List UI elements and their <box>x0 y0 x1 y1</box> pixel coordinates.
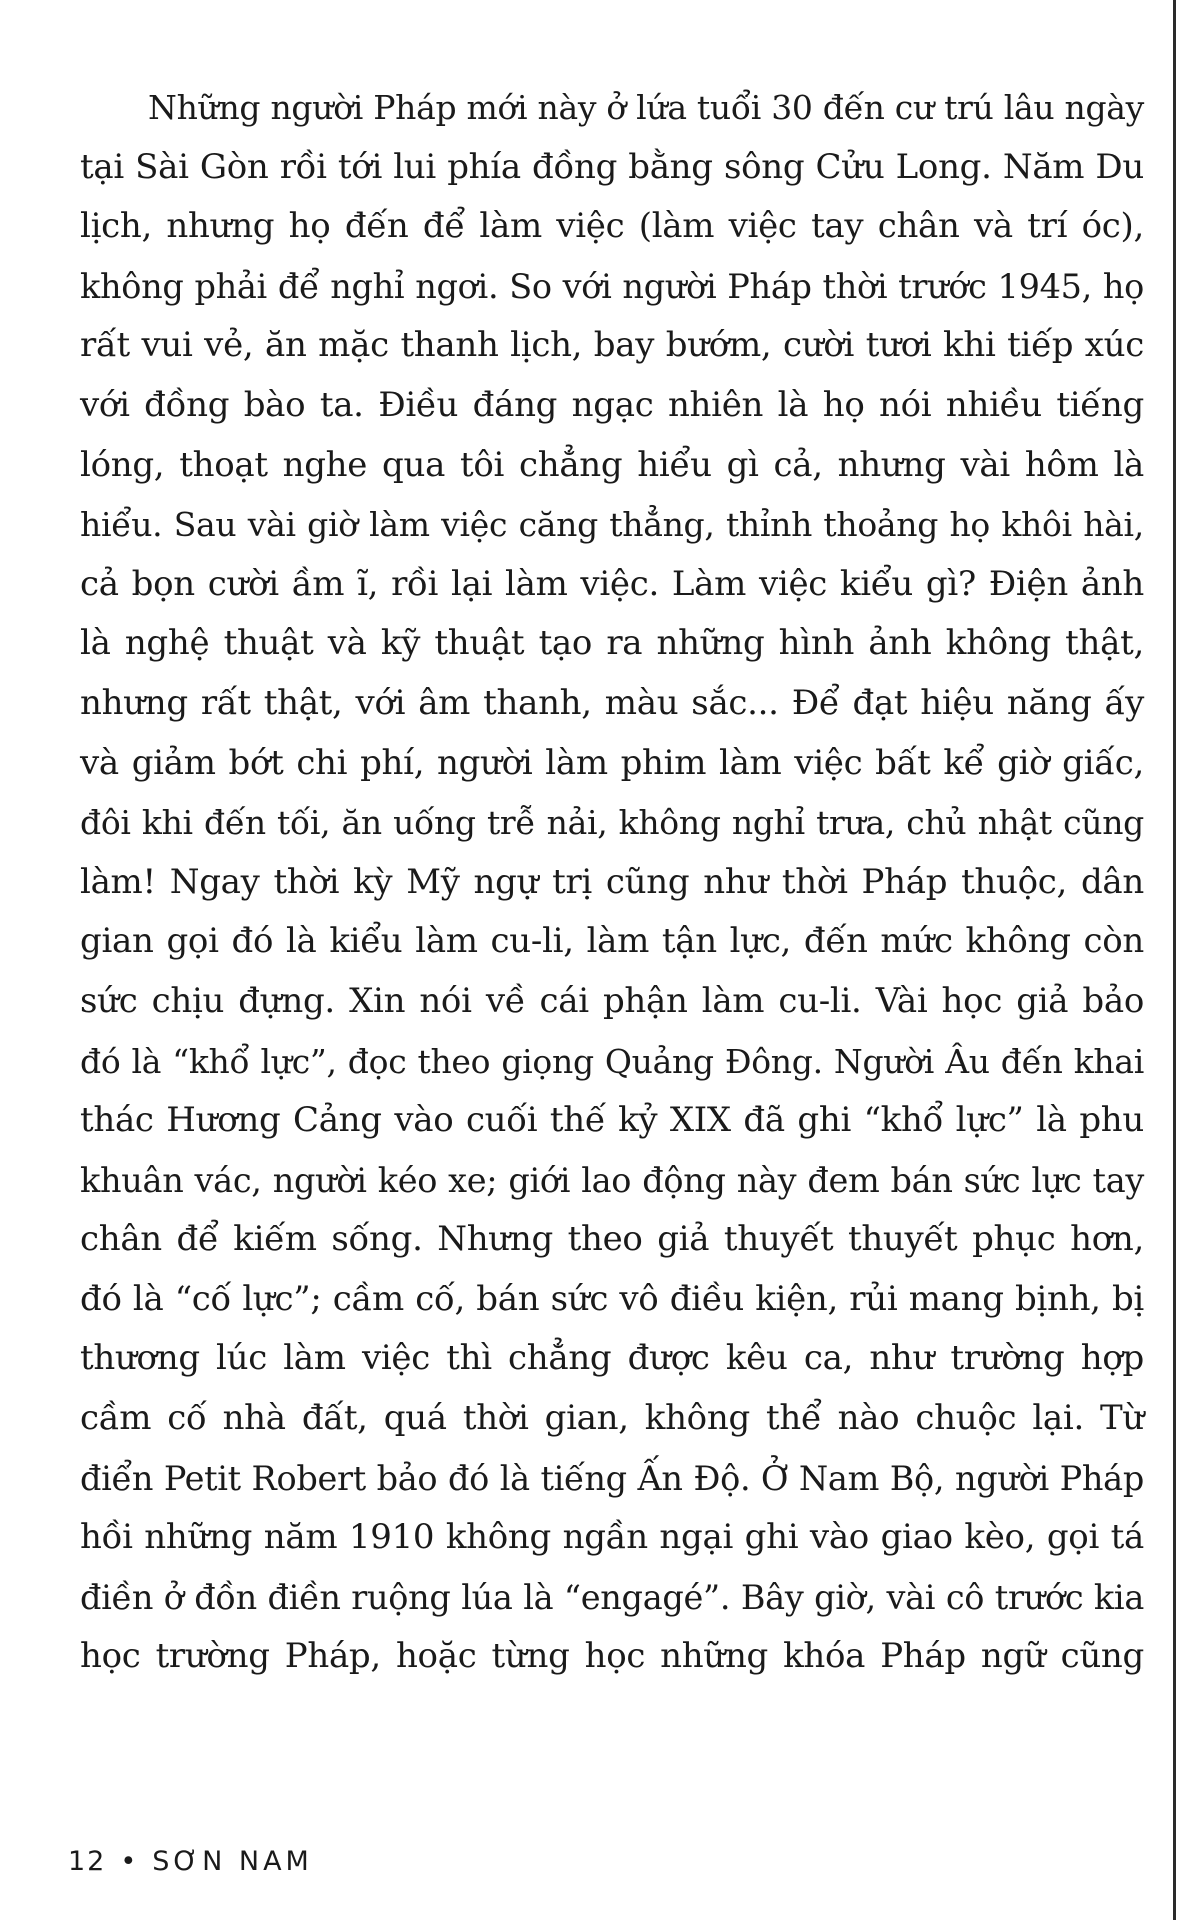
page-edge-divider <box>1173 0 1176 1920</box>
text-line: lóng, thoạt nghe qua tôi chẳng hiểu gì cả, nhưng vài hôm là <box>80 444 1144 485</box>
text-line: làm! Ngay thời kỳ Mỹ ngự trị cũng như thời Pháp thuộc, dân <box>80 861 1144 902</box>
text-line: hồi những năm 1910 không ngần ngại ghi vào giao kèo, gọi tá <box>80 1517 1144 1558</box>
author-name: SƠN NAM <box>152 1846 313 1877</box>
text-line: gian gọi đó là kiểu làm cu-li, làm tận lực, đến mức không còn <box>80 921 1144 962</box>
text-line: rất vui vẻ, ăn mặc thanh lịch, bay bướm, cười tươi khi tiếp xúc <box>80 325 1144 366</box>
text-line: đôi khi đến tối, ăn uống trễ nải, không nghỉ trưa, chủ nhật cũng <box>80 803 1144 843</box>
text-line: sức chịu đựng. Xin nói về cái phận làm cu-li. Vài học giả bảo <box>80 980 1144 1021</box>
page-footer <box>68 1846 313 1877</box>
body-paragraph <box>80 78 1144 1687</box>
text-line: học trường Pháp, hoặc từng học những khóa Pháp ngữ cũng <box>80 1636 1144 1677</box>
text-line: khuân vác, người kéo xe; giới lao động này đem bán sức lực tay <box>80 1160 1144 1200</box>
text-line: lịch, nhưng họ đến để làm việc (làm việc tay chân và trí óc), <box>80 206 1144 247</box>
text-line: thương lúc làm việc thì chẳng được kêu ca, như trường hợp <box>80 1338 1144 1379</box>
page-number: 12 <box>68 1846 107 1877</box>
text-line: hiểu. Sau vài giờ làm việc căng thẳng, thỉnh thoảng họ khôi hài, <box>80 505 1144 545</box>
text-line: là nghệ thuật và kỹ thuật tạo ra những hình ảnh không thật, <box>80 623 1144 664</box>
text-line: cầm cố nhà đất, quá thời gian, không thể nào chuộc lại. Từ <box>80 1398 1144 1439</box>
text-line: Những người Pháp mới này ở lứa tuổi 30 đến cư trú lâu ngày <box>148 88 1144 127</box>
text-line: cả bọn cười ầm ĩ, rồi lại làm việc. Làm việc kiểu gì? Điện ảnh <box>80 563 1144 604</box>
footer-separator: • <box>120 1846 139 1877</box>
text-line: tại Sài Gòn rồi tới lui phía đồng bằng sông Cửu Long. Năm Du <box>80 146 1144 187</box>
text-line: điển Petit Robert bảo đó là tiếng Ấn Độ. Ở Nam Bộ, người Pháp <box>80 1458 1144 1498</box>
text-line: không phải để nghỉ ngơi. So với người Pháp thời trước 1945, họ <box>80 266 1144 306</box>
text-line: và giảm bớt chi phí, người làm phim làm việc bất kể giờ giấc, <box>80 742 1144 783</box>
text-line: đó là “cố lực”; cầm cố, bán sức vô điều kiện, rủi mang bịnh, bị <box>80 1278 1144 1319</box>
text-line: đó là “khổ lực”, đọc theo giọng Quảng Đông. Người Âu đến khai <box>80 1041 1144 1081</box>
text-line: điền ở đồn điền ruộng lúa là “engagé”. Bây giờ, vài cô trước kia <box>80 1577 1144 1617</box>
text-line: nhưng rất thật, với âm thanh, màu sắc... Để đạt hiệu năng ấy <box>80 682 1144 723</box>
text-line: thác Hương Cảng vào cuối thế kỷ XIX đã ghi “khổ lực” là phu <box>80 1100 1144 1141</box>
text-line: chân để kiếm sống. Nhưng theo giả thuyết thuyết phục hơn, <box>80 1219 1144 1260</box>
text-line: với đồng bào ta. Điều đáng ngạc nhiên là họ nói nhiều tiếng <box>80 384 1144 425</box>
